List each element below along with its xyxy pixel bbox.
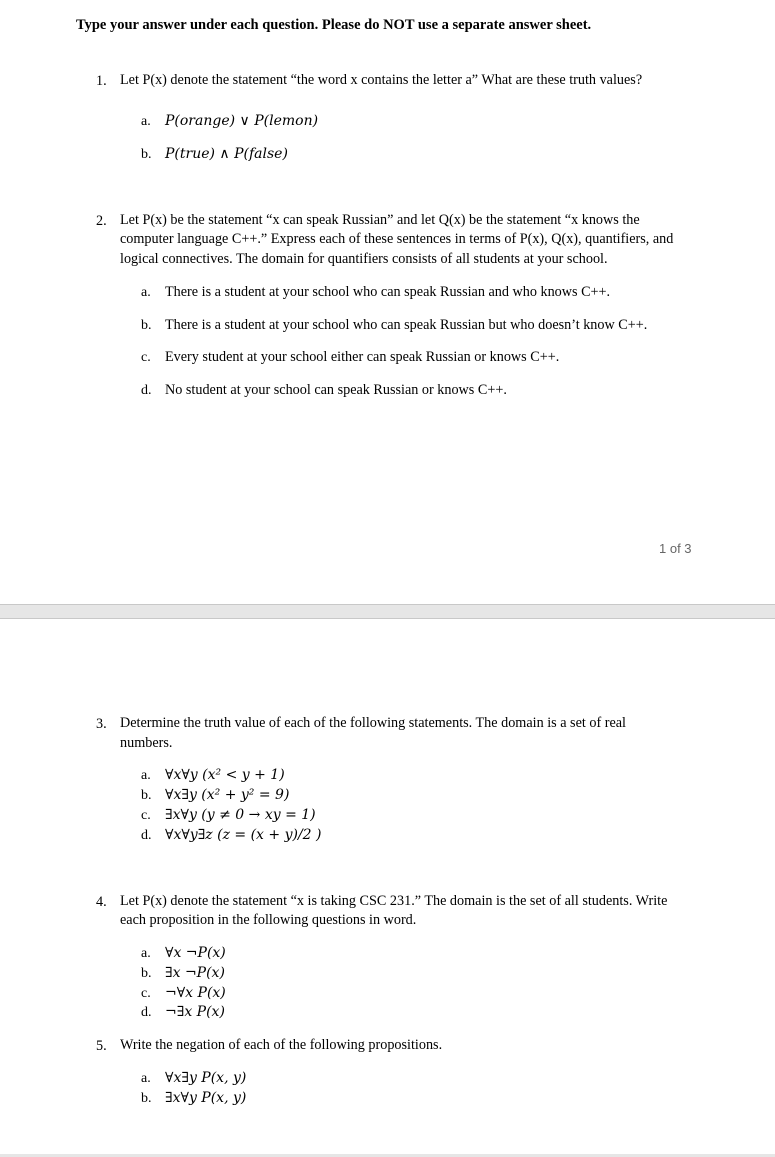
page-separator	[0, 604, 775, 619]
question-1b-expression: P(true) ∧ P(false)	[165, 146, 288, 162]
question-1-number: 1.	[96, 73, 107, 89]
question-1a-expression: P(orange) ∨ P(lemon)	[165, 113, 319, 129]
question-3c-expression: ∃x∀y (y ≠ 0 → xy = 1)	[165, 807, 316, 823]
question-5-text: Write the negation of each of the following propositions.	[120, 1037, 443, 1053]
question-4-text-line-1: Let P(x) denote the statement “x is taking CSC 231.” The domain is the set of all students. Write	[120, 893, 668, 909]
question-5-number: 5.	[96, 1038, 107, 1054]
question-4a-label: a.	[141, 946, 151, 961]
question-4d-expression: ¬∃x P(x)	[165, 1004, 225, 1020]
document-page-2	[0, 619, 775, 1157]
question-2b-label: b.	[141, 318, 152, 333]
question-3d-expression: ∀x∀y∃z (z = (x + y)/2 )	[165, 827, 322, 843]
question-5b-expression: ∃x∀y P(x, y)	[165, 1090, 247, 1106]
question-2a-text: There is a student at your school who can speak Russian and who knows C++.	[165, 284, 611, 300]
question-3-text-line-1: Determine the truth value of each of the following statements. The domain is a set of real	[120, 715, 626, 731]
page-number: 1 of 3	[659, 541, 692, 556]
question-3d-label: d.	[141, 828, 152, 843]
question-3-text-line-2: numbers.	[120, 735, 173, 751]
question-2c-text: Every student at your school either can speak Russian or knows C++.	[165, 349, 560, 365]
question-2d-text: No student at your school can speak Russian or knows C++.	[165, 382, 507, 398]
question-4-text-line-2: each proposition in the following questions in word.	[120, 912, 417, 928]
question-3-number: 3.	[96, 716, 107, 732]
question-4c-expression: ¬∀x P(x)	[165, 985, 226, 1001]
question-1b-label: b.	[141, 147, 152, 162]
question-5a-label: a.	[141, 1071, 151, 1086]
question-4c-label: c.	[141, 986, 151, 1001]
question-2c-label: c.	[141, 350, 151, 365]
question-2b-text: There is a student at your school who can speak Russian but who doesn’t know C++.	[165, 317, 648, 333]
question-3b-expression: ∀x∃y (x² + y² = 9)	[165, 787, 290, 803]
question-5a-expression: ∀x∃y P(x, y)	[165, 1070, 247, 1086]
question-2-text-line-2: computer language C++.” Express each of these sentences in terms of P(x), Q(x), quantifiers, and	[120, 231, 674, 247]
question-4a-expression: ∀x ¬P(x)	[165, 945, 226, 961]
question-2-number: 2.	[96, 213, 107, 229]
question-2a-label: a.	[141, 285, 151, 300]
question-2-text-line-3: logical connectives. The domain for quantifiers consists of all students at your school.	[120, 251, 608, 267]
question-3b-label: b.	[141, 788, 152, 803]
question-1-text: Let P(x) denote the statement “the word x contains the letter a” What are these truth values?	[120, 72, 643, 88]
question-3c-label: c.	[141, 808, 151, 823]
question-3a-expression: ∀x∀y (x² < y + 1)	[165, 767, 285, 783]
question-1a-label: a.	[141, 114, 151, 129]
question-4-number: 4.	[96, 894, 107, 910]
question-4d-label: d.	[141, 1005, 152, 1020]
question-3a-label: a.	[141, 768, 151, 783]
question-4b-label: b.	[141, 966, 152, 981]
question-2d-label: d.	[141, 383, 152, 398]
question-2-text-line-1: Let P(x) be the statement “x can speak Russian” and let Q(x) be the statement “x knows the	[120, 212, 640, 228]
question-5b-label: b.	[141, 1091, 152, 1106]
instructions-header: Type your answer under each question. Please do NOT use a separate answer sheet.	[76, 17, 592, 33]
question-4b-expression: ∃x ¬P(x)	[165, 965, 225, 981]
